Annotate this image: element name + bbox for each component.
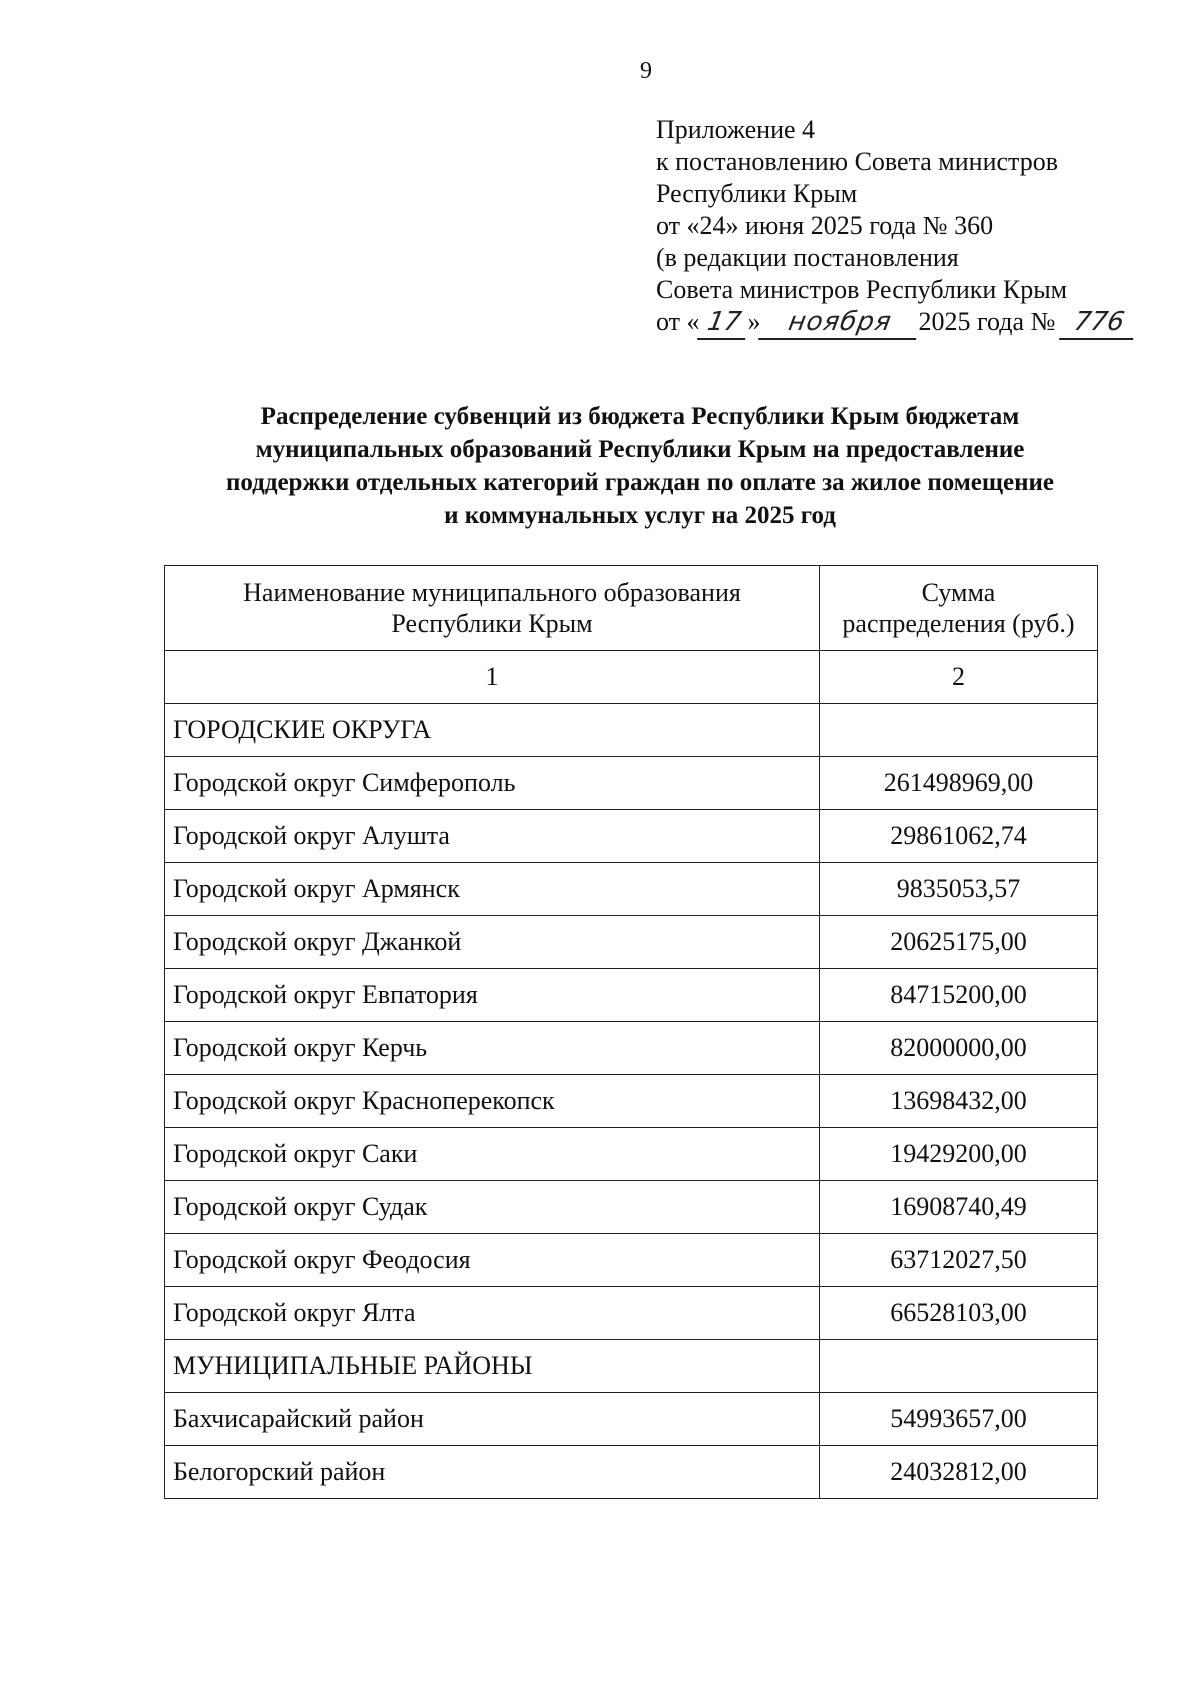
table-row	[165, 969, 1098, 1022]
table-numbering-row	[165, 651, 1098, 704]
table-row	[165, 757, 1098, 810]
row-amount-cell	[819, 704, 1097, 757]
appendix-line: Совета министров Республики Крым	[656, 275, 1068, 304]
header-name-line: Наименование муниципального образования	[243, 578, 741, 607]
title-line: поддержки отдельных категорий граждан по оплате за жилое помещение	[225, 469, 1054, 496]
title-line: муниципальных образований Республики Крым на предоставление	[255, 436, 1025, 463]
header-name-cell	[165, 566, 820, 651]
header-name-line: Республики Крым	[391, 609, 593, 638]
table-row	[165, 1446, 1098, 1499]
amendment-year: 2025 года №	[918, 307, 1056, 336]
row-name-cell: Городской округ Феодосия	[165, 1234, 820, 1287]
amendment-prefix: от «	[656, 307, 700, 336]
table-row	[165, 1287, 1098, 1340]
table-row	[165, 1234, 1098, 1287]
row-amount-cell	[819, 1340, 1097, 1393]
row-amount-cell: 24032812,00	[819, 1446, 1097, 1499]
appendix-block	[656, 114, 1136, 340]
row-name-cell: Городской округ Красноперекопск	[165, 1075, 820, 1128]
row-amount-cell: 29861062,74	[819, 810, 1097, 863]
table-row	[165, 1393, 1098, 1446]
row-name-cell: Городской округ Армянск	[165, 863, 820, 916]
table-row	[165, 704, 1098, 757]
row-amount-cell: 84715200,00	[819, 969, 1097, 1022]
row-name-cell: Городской округ Керчь	[165, 1022, 820, 1075]
row-name-cell: Городской округ Евпатория	[165, 969, 820, 1022]
table-row	[165, 1181, 1098, 1234]
row-name-cell: Городской округ Алушта	[165, 810, 820, 863]
table-row	[165, 810, 1098, 863]
row-name-cell: МУНИЦИПАЛЬНЫЕ РАЙОНЫ	[165, 1340, 820, 1393]
numbering-cell: 1	[165, 651, 820, 704]
row-name-cell: Белогорский район	[165, 1446, 820, 1499]
row-name-cell: Городской округ Джанкой	[165, 916, 820, 969]
distribution-table	[164, 565, 1098, 1499]
page-number: 9	[640, 58, 652, 84]
row-amount-cell: 261498969,00	[819, 757, 1097, 810]
header-amount-line: распределения (руб.)	[842, 609, 1075, 638]
row-amount-cell: 20625175,00	[819, 916, 1097, 969]
header-amount-cell	[819, 566, 1097, 651]
row-name-cell: Городской округ Симферополь	[165, 757, 820, 810]
table-row	[165, 1022, 1098, 1075]
title-line: и коммунальных услуг на 2025 год	[444, 502, 836, 529]
row-amount-cell: 66528103,00	[819, 1287, 1097, 1340]
appendix-line: Республики Крым	[656, 179, 858, 208]
title-line: Распределение субвенций из бюджета Республики Крым бюджетам	[260, 403, 1020, 430]
numbering-cell: 2	[819, 651, 1097, 704]
row-amount-cell: 9835053,57	[819, 863, 1097, 916]
handwritten-month: ноября	[758, 306, 922, 340]
row-name-cell: Бахчисарайский район	[165, 1393, 820, 1446]
appendix-amendment-date-line	[656, 306, 1136, 340]
row-name-cell: Городской округ Саки	[165, 1128, 820, 1181]
row-amount-cell: 19429200,00	[819, 1128, 1097, 1181]
row-name-cell: Городской округ Судак	[165, 1181, 820, 1234]
appendix-line: (в редакции постановления	[656, 243, 959, 272]
appendix-line: к постановлению Совета министров	[656, 147, 1058, 176]
handwritten-day: 17	[697, 306, 751, 340]
table-row	[165, 1075, 1098, 1128]
table-row	[165, 863, 1098, 916]
table-row	[165, 916, 1098, 969]
handwritten-number: 776	[1059, 306, 1139, 340]
row-name-cell: ГОРОДСКИЕ ОКРУГА	[165, 704, 820, 757]
row-name-cell: Городской округ Ялта	[165, 1287, 820, 1340]
row-amount-cell: 82000000,00	[819, 1022, 1097, 1075]
header-amount-line: Сумма	[921, 578, 996, 607]
amendment-quote-close: »	[747, 307, 761, 336]
row-amount-cell: 63712027,50	[819, 1234, 1097, 1287]
appendix-line: от «24» июня 2025 года № 360	[656, 211, 994, 240]
row-amount-cell: 54993657,00	[819, 1393, 1097, 1446]
table-row	[165, 1340, 1098, 1393]
table-row	[165, 1128, 1098, 1181]
appendix-line: Приложение 4	[656, 115, 816, 144]
row-amount-cell: 16908740,49	[819, 1181, 1097, 1234]
document-title	[160, 400, 1120, 532]
row-amount-cell: 13698432,00	[819, 1075, 1097, 1128]
table-header-row	[165, 566, 1098, 651]
